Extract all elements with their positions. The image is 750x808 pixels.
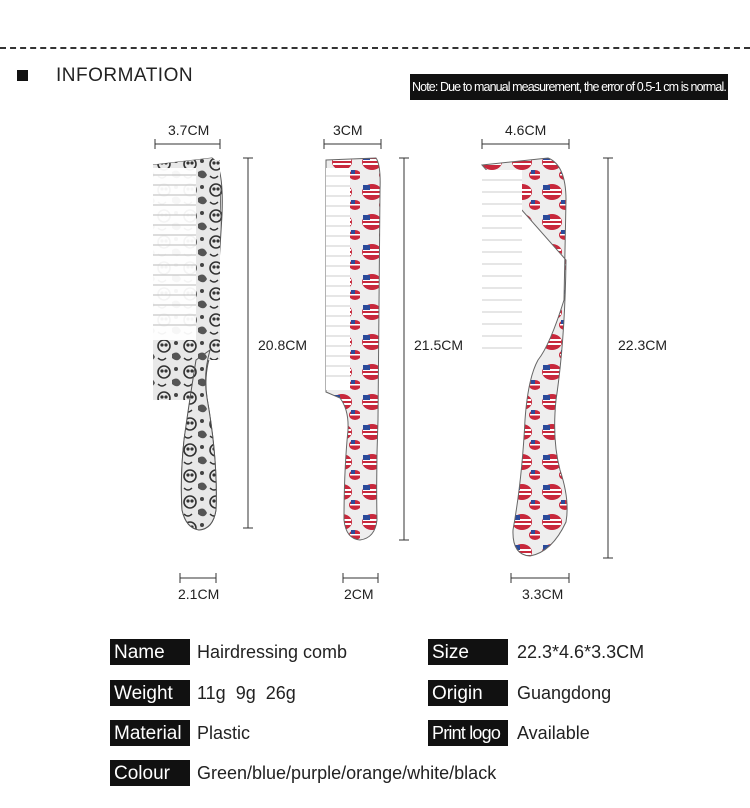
- spec-material-value: Plastic: [197, 723, 251, 743]
- spec-weight-value: 11g 9g 26g: [197, 683, 296, 703]
- spec-name-value: Hairdressing comb: [197, 642, 348, 662]
- comb-flag-slim: [326, 158, 380, 540]
- comb3-bottom-width: 3.3CM: [522, 586, 564, 602]
- spec-size-value: 22.3*4.6*3.3CM: [517, 642, 645, 662]
- spec-weight-label: Weight: [110, 680, 190, 706]
- spec-printlogo-label: Print logo: [428, 720, 508, 746]
- comb-skull: [153, 158, 222, 530]
- comb-flag-wide: [482, 158, 567, 556]
- spec-name-label: Name: [110, 639, 190, 665]
- comb2-bottom-width: 2CM: [344, 586, 374, 602]
- comb1-top-width: 3.7CM: [168, 122, 210, 138]
- spec-colour-label: Colour: [110, 760, 190, 786]
- spec-origin-value: Guangdong: [517, 683, 612, 703]
- comb2-top-width: 3CM: [333, 122, 363, 138]
- comb1-length: 20.8CM: [258, 337, 308, 353]
- spec-colour-value: Green/blue/purple/orange/white/black: [197, 763, 497, 783]
- comb3-top-width: 4.6CM: [505, 122, 547, 138]
- section-title: INFORMATION: [56, 65, 194, 86]
- spec-material-label: Material: [110, 720, 190, 746]
- measurement-note: Note: Due to manual measurement, the error of 0.5-1 cm is normal.: [410, 74, 728, 100]
- spec-origin-label: Origin: [428, 680, 508, 706]
- spec-printlogo-value: Available: [517, 723, 590, 743]
- spec-size-label: Size: [428, 639, 508, 665]
- comb3-length: 22.3CM: [618, 337, 668, 353]
- comb1-bottom-width: 2.1CM: [178, 586, 220, 602]
- comb2-length: 21.5CM: [414, 337, 464, 353]
